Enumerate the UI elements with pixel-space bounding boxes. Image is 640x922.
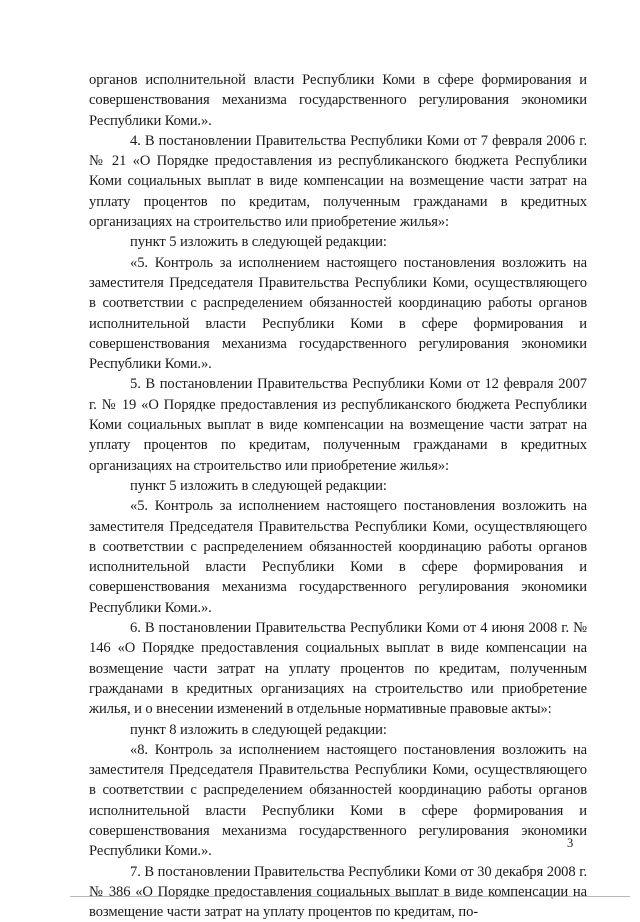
paragraph-item-6-instruction: пункт 8 изложить в следующей редакции: <box>130 721 387 738</box>
paragraph-item-5: 5. В постановлении Правительства Республики Коми от 12 февраля 2007 г. № 19 «О Порядке предоставления из республиканского бюджета Республики Коми социальных выплат в виде компенсации на возмещение части затрат на уплату процентов по кредитам, полученным гражданами в кредитных организациях на строительство или приобретение жилья»: <box>89 376 587 474</box>
paragraph-item-6-quote: «8. Контроль за исполнением настоящего постановления возложить на заместителя Председателя Правительства Республики Коми, осуществляющего в соответствии с распределением обязанностей координацию работы органов исполнительной власти Республики Коми в сфере формирования и совершенствования механизма государственного регулирования экономики Республики Коми.». <box>89 741 587 860</box>
paragraph-item-7: 7. В постановлении Правительства Республики Коми от 30 декабря 2008 г. № 386 «О Порядке предоставления социальных выплат в виде компенсации на возмещение части затрат на уплату процентов по кредитам, по- <box>89 863 587 921</box>
paragraph-item-4: 4. В постановлении Правительства Республики Коми от 7 февраля 2006 г. № 21 «О Порядке предоставления из республиканского бюджета Республики Коми социальных выплат в виде компенсации на возмещение части затрат на уплату процентов по кредитам, полученным гражданами в кредитных организациях на строительство или приобретение жилья»: <box>89 132 587 231</box>
page-body <box>89 70 587 922</box>
paragraph-item-6: 6. В постановлении Правительства Республики Коми от 4 июня 2008 г. № 146 «О Порядке предоставления социальных выплат в виде компенсации на возмещение части затрат на уплату процентов по кредитам, полученным гражданами в кредитных организациях на строительство или приобретение жилья, и о внесении изменений в отдельные нормативные правовые акты»: <box>89 620 587 718</box>
paragraph-item-5-quote: «5. Контроль за исполнением настоящего постановления возложить на заместителя Председателя Правительства Республики Коми, осуществляющего в соответствии с распределением обязанностей координацию работы органов исполнительной власти Республики Коми в сфере формирования и совершенствования механизма государственного регулирования экономики Республики Коми.». <box>89 498 587 616</box>
paragraph-item-4-quote: «5. Контроль за исполнением настоящего постановления возложить на заместителя Председателя Правительства Республики Коми, осуществляющего в соответствии с распределением обязанностей координацию работы органов исполнительной власти Республики Коми в сфере формирования и совершенствования механизма государственного регулирования экономики Республики Коми.». <box>89 254 587 373</box>
page-number: 3 <box>567 836 574 850</box>
page-bottom-edge <box>70 896 630 897</box>
paragraph-continuation: органов исполнительной власти Республики Коми в сфере формирования и совершенствования механизма государственного регулирования экономики Республики Коми.». <box>89 72 587 129</box>
paragraph-item-4-instruction: пункт 5 изложить в следующей редакции: <box>130 234 387 251</box>
paragraph-item-5-instruction: пункт 5 изложить в следующей редакции: <box>130 477 387 494</box>
